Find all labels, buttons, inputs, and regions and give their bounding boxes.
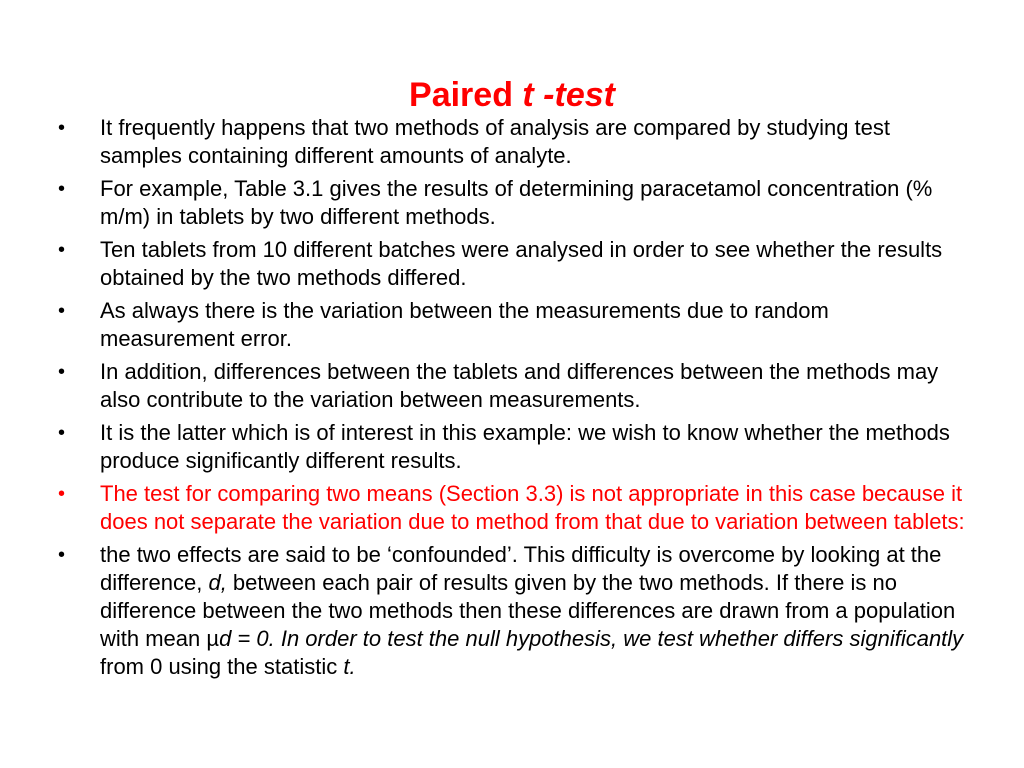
bullet-dot-icon: • xyxy=(58,361,66,383)
bullet-text-italic: t. xyxy=(343,654,356,679)
bullet-dot-icon: • xyxy=(58,422,66,444)
bullet-text: It is the latter which is of interest in this example: we wish to know whether the methods produce significantly different results. xyxy=(100,420,950,473)
bullet-item xyxy=(58,114,968,170)
bullet-text-part: between each pair of results given by the two methods. If there is no difference between the two methods then these differences are drawn from a population with mean µ xyxy=(100,570,956,651)
bullet-text: For example, Table 3.1 gives the results of determining paracetamol concentration (% m/m) in tablets by two different methods. xyxy=(100,176,933,229)
bullet-item xyxy=(58,419,968,475)
bullet-text-part: the two effects are said to be ‘confounded’. This difficulty is overcome by looking at the difference, xyxy=(100,542,942,595)
bullet-dot-icon: • xyxy=(58,178,66,200)
bullet-text: Ten tablets from 10 different batches were analysed in order to see whether the results obtained by the two methods differed. xyxy=(100,237,943,290)
bullet-dot-icon: • xyxy=(58,300,66,322)
bullet-text: As always there is the variation between the measurements due to random measurement error. xyxy=(100,298,829,351)
title-italic: t -test xyxy=(522,75,615,114)
bullet-text-italic: d, xyxy=(208,570,227,595)
title-prefix: Paired xyxy=(409,75,523,114)
bullet-text: In addition, differences between the tablets and differences between the methods may also contribute to the variation between measurements. xyxy=(100,359,939,412)
bullet-text-part: from 0 using the statistic xyxy=(100,654,344,679)
bullet-item-highlighted xyxy=(58,480,968,536)
bullet-text: It frequently happens that two methods of analysis are compared by studying test samples containing different amounts of analyte. xyxy=(100,115,891,168)
bullet-dot-icon: • xyxy=(58,483,66,505)
bullet-text: The test for comparing two means (Section 3.3) is not appropriate in this case because it does not separate the variation due to method from that due to variation between tablets: xyxy=(100,481,965,534)
bullet-item xyxy=(58,297,968,353)
bullet-dot-icon: • xyxy=(58,544,66,566)
bullet-item xyxy=(58,175,968,231)
slide-title xyxy=(0,73,1024,117)
bullet-item xyxy=(58,358,968,414)
bullet-dot-icon: • xyxy=(58,239,66,261)
bullet-text-italic: d = 0. In order to test the null hypothesis, we test whether differs significantly xyxy=(219,626,964,651)
bullet-list xyxy=(58,114,968,686)
bullet-item xyxy=(58,541,968,681)
bullet-dot-icon: • xyxy=(58,117,66,139)
bullet-item xyxy=(58,236,968,292)
